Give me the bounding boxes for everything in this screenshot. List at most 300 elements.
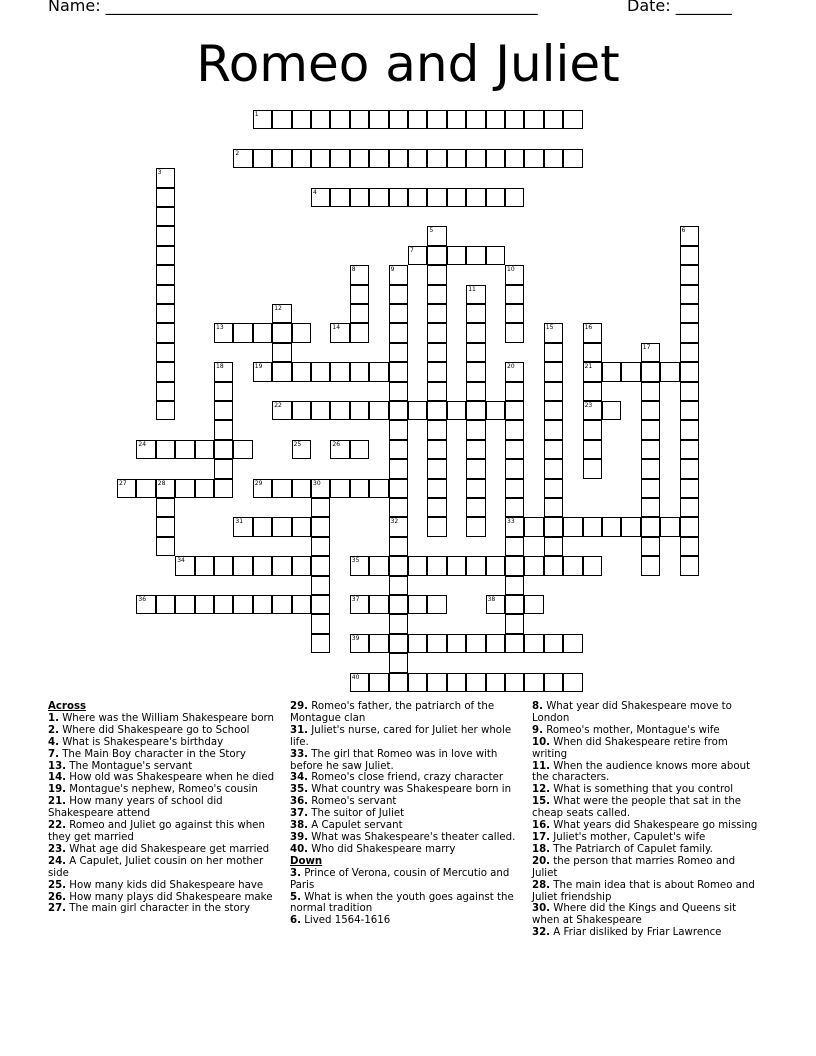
grid-cell[interactable] xyxy=(175,595,194,614)
grid-cell[interactable] xyxy=(389,673,408,692)
grid-cell[interactable] xyxy=(389,595,408,614)
grid-cell[interactable] xyxy=(156,401,175,420)
grid-cell[interactable] xyxy=(195,479,214,498)
grid-cell[interactable] xyxy=(427,634,446,653)
grid-cell[interactable] xyxy=(389,634,408,653)
clue-item: 8. What year did Shakespeare move to London xyxy=(532,701,732,724)
grid-cell[interactable] xyxy=(505,110,524,129)
grid-cell[interactable] xyxy=(233,440,252,459)
grid-cell[interactable] xyxy=(350,285,369,304)
grid-cell[interactable] xyxy=(621,362,640,381)
grid-cell[interactable] xyxy=(563,149,582,168)
grid-cell[interactable] xyxy=(583,517,602,536)
grid-cell[interactable] xyxy=(408,188,427,207)
grid-cell[interactable] xyxy=(466,401,485,420)
grid-cell[interactable] xyxy=(389,440,408,459)
grid-cell[interactable] xyxy=(544,517,563,536)
grid-cell[interactable] xyxy=(369,634,388,653)
grid-cell[interactable] xyxy=(583,343,602,362)
grid-cell[interactable] xyxy=(156,285,175,304)
grid-cell[interactable] xyxy=(466,498,485,517)
grid-cell[interactable] xyxy=(621,517,640,536)
grid-cell[interactable] xyxy=(544,634,563,653)
grid-cell[interactable] xyxy=(195,595,214,614)
grid-cell[interactable] xyxy=(505,440,524,459)
grid-cell[interactable] xyxy=(524,634,543,653)
down-heading: Down xyxy=(290,855,323,867)
grid-cell[interactable] xyxy=(369,479,388,498)
grid-cell[interactable] xyxy=(311,110,330,129)
grid-cell[interactable] xyxy=(447,246,466,265)
grid-cell[interactable] xyxy=(524,673,543,692)
grid-cell[interactable] xyxy=(427,304,446,323)
grid-cell[interactable] xyxy=(272,556,291,575)
clue-number-label: 2 xyxy=(235,149,240,157)
grid-cell[interactable] xyxy=(427,479,446,498)
grid-cell[interactable] xyxy=(466,517,485,536)
grid-cell[interactable] xyxy=(195,556,214,575)
grid-cell[interactable] xyxy=(292,323,311,342)
grid-cell[interactable] xyxy=(272,149,291,168)
grid-cell[interactable] xyxy=(311,498,330,517)
grid-cell[interactable] xyxy=(156,246,175,265)
grid-cell[interactable] xyxy=(427,323,446,342)
grid-cell[interactable] xyxy=(408,110,427,129)
grid-cell[interactable] xyxy=(214,556,233,575)
grid-cell[interactable] xyxy=(253,595,272,614)
grid-cell[interactable] xyxy=(156,343,175,362)
grid-cell[interactable] xyxy=(544,556,563,575)
grid-cell[interactable] xyxy=(544,479,563,498)
clue-item: 27. The main girl character in the story xyxy=(48,903,250,915)
grid-cell[interactable] xyxy=(369,556,388,575)
grid-cell[interactable] xyxy=(466,556,485,575)
grid-cell[interactable] xyxy=(427,556,446,575)
grid-cell[interactable] xyxy=(486,149,505,168)
grid-cell[interactable] xyxy=(253,149,272,168)
grid-cell[interactable] xyxy=(583,459,602,478)
grid-cell[interactable] xyxy=(505,673,524,692)
grid-cell[interactable] xyxy=(427,440,446,459)
grid-cell[interactable] xyxy=(408,401,427,420)
clue-item: 19. Montague's nephew, Romeo's cousin xyxy=(48,784,258,796)
grid-cell[interactable] xyxy=(505,634,524,653)
grid-cell[interactable] xyxy=(544,362,563,381)
grid-cell[interactable] xyxy=(389,401,408,420)
clue-item: 15. What were the people that sat in the cheap seats called. xyxy=(532,796,742,820)
grid-cell[interactable] xyxy=(156,517,175,536)
clue-item: 4. What is Shakespeare's birthday xyxy=(48,736,224,748)
grid-cell[interactable] xyxy=(641,517,660,536)
grid-cell[interactable] xyxy=(466,188,485,207)
grid-cell[interactable] xyxy=(350,323,369,342)
grid-cell[interactable] xyxy=(680,343,699,362)
grid-cell[interactable] xyxy=(156,207,175,226)
grid-cell[interactable] xyxy=(505,459,524,478)
grid-cell[interactable] xyxy=(272,110,291,129)
grid-cell[interactable] xyxy=(505,382,524,401)
grid-cell[interactable] xyxy=(408,634,427,653)
grid-cell[interactable] xyxy=(427,517,446,536)
grid-cell[interactable] xyxy=(680,479,699,498)
grid-cell[interactable] xyxy=(389,614,408,633)
grid-cell[interactable] xyxy=(524,595,543,614)
grid-cell[interactable] xyxy=(466,343,485,362)
clue-item: 28. The main idea that is about Romeo and Juliet friendship xyxy=(532,879,755,903)
grid-cell[interactable] xyxy=(486,110,505,129)
grid-cell[interactable] xyxy=(680,517,699,536)
grid-cell[interactable] xyxy=(330,362,349,381)
grid-cell[interactable] xyxy=(466,110,485,129)
grid-cell[interactable] xyxy=(505,498,524,517)
grid-cell[interactable] xyxy=(602,401,621,420)
grid-cell[interactable] xyxy=(292,479,311,498)
grid-cell[interactable] xyxy=(389,343,408,362)
grid-cell[interactable] xyxy=(466,634,485,653)
grid-cell[interactable] xyxy=(505,304,524,323)
grid-cell[interactable] xyxy=(466,304,485,323)
grid-cell[interactable] xyxy=(156,188,175,207)
grid-cell[interactable] xyxy=(680,323,699,342)
grid-cell[interactable] xyxy=(505,285,524,304)
grid-cell[interactable] xyxy=(389,304,408,323)
grid-cell[interactable] xyxy=(466,246,485,265)
grid-cell[interactable] xyxy=(389,285,408,304)
grid-cell[interactable] xyxy=(505,537,524,556)
grid-cell[interactable] xyxy=(680,382,699,401)
grid-cell[interactable] xyxy=(427,595,446,614)
grid-cell[interactable] xyxy=(427,673,446,692)
grid-cell[interactable] xyxy=(583,382,602,401)
grid-cell[interactable] xyxy=(350,479,369,498)
grid-cell[interactable] xyxy=(466,420,485,439)
grid-cell[interactable] xyxy=(330,479,349,498)
grid-cell[interactable] xyxy=(563,517,582,536)
grid-cell[interactable] xyxy=(292,556,311,575)
grid-cell[interactable] xyxy=(544,498,563,517)
grid-cell[interactable] xyxy=(660,517,679,536)
grid-cell[interactable] xyxy=(563,634,582,653)
grid-cell[interactable] xyxy=(214,382,233,401)
grid-cell[interactable] xyxy=(272,479,291,498)
grid-cell[interactable] xyxy=(466,149,485,168)
grid-cell[interactable] xyxy=(389,459,408,478)
grid-cell[interactable] xyxy=(311,614,330,633)
grid-cell[interactable] xyxy=(253,517,272,536)
grid-cell[interactable] xyxy=(544,343,563,362)
grid-cell[interactable] xyxy=(505,479,524,498)
grid-cell[interactable] xyxy=(136,479,155,498)
grid-cell[interactable] xyxy=(427,498,446,517)
grid-cell[interactable] xyxy=(583,556,602,575)
grid-cell[interactable] xyxy=(156,595,175,614)
grid-cell[interactable] xyxy=(427,149,446,168)
grid-cell[interactable] xyxy=(389,149,408,168)
grid-cell[interactable] xyxy=(214,595,233,614)
grid-cell[interactable] xyxy=(680,556,699,575)
grid-cell[interactable] xyxy=(544,459,563,478)
grid-cell[interactable] xyxy=(330,401,349,420)
grid-cell[interactable] xyxy=(427,265,446,284)
grid-cell[interactable] xyxy=(427,401,446,420)
grid-cell[interactable] xyxy=(156,323,175,342)
grid-cell[interactable] xyxy=(641,401,660,420)
grid-cell[interactable] xyxy=(272,595,291,614)
grid-cell[interactable] xyxy=(680,440,699,459)
grid-cell[interactable] xyxy=(214,420,233,439)
grid-cell[interactable] xyxy=(486,634,505,653)
grid-cell[interactable] xyxy=(408,556,427,575)
grid-cell[interactable] xyxy=(389,653,408,672)
grid-cell[interactable] xyxy=(447,188,466,207)
grid-cell[interactable] xyxy=(350,362,369,381)
grid-cell[interactable] xyxy=(233,595,252,614)
grid-cell[interactable] xyxy=(641,556,660,575)
grid-cell[interactable] xyxy=(427,420,446,439)
grid-cell[interactable] xyxy=(156,498,175,517)
grid-cell[interactable] xyxy=(505,420,524,439)
grid-cell[interactable] xyxy=(505,614,524,633)
grid-cell[interactable] xyxy=(505,401,524,420)
grid-cell[interactable] xyxy=(680,304,699,323)
clue-number-label: 39 xyxy=(351,634,360,642)
grid-cell[interactable] xyxy=(330,188,349,207)
grid-cell[interactable] xyxy=(330,149,349,168)
grid-cell[interactable] xyxy=(680,401,699,420)
grid-cell[interactable] xyxy=(214,440,233,459)
grid-cell[interactable] xyxy=(350,188,369,207)
grid-cell[interactable] xyxy=(292,517,311,536)
grid-cell[interactable] xyxy=(486,556,505,575)
grid-cell[interactable] xyxy=(427,110,446,129)
clue-item: 23. What age did Shakespeare get married xyxy=(48,843,270,855)
grid-cell[interactable] xyxy=(350,401,369,420)
grid-cell[interactable] xyxy=(214,479,233,498)
grid-cell[interactable] xyxy=(680,420,699,439)
grid-cell[interactable] xyxy=(311,401,330,420)
grid-cell[interactable] xyxy=(466,479,485,498)
grid-cell[interactable] xyxy=(408,149,427,168)
grid-cell[interactable] xyxy=(292,401,311,420)
grid-cell[interactable] xyxy=(544,382,563,401)
grid-cell[interactable] xyxy=(389,110,408,129)
grid-cell[interactable] xyxy=(427,285,446,304)
grid-cell[interactable] xyxy=(156,226,175,245)
grid-cell[interactable] xyxy=(369,149,388,168)
grid-cell[interactable] xyxy=(641,498,660,517)
grid-cell[interactable] xyxy=(641,420,660,439)
grid-cell[interactable] xyxy=(641,382,660,401)
grid-cell[interactable] xyxy=(505,149,524,168)
grid-cell[interactable] xyxy=(466,382,485,401)
grid-cell[interactable] xyxy=(447,110,466,129)
grid-cell[interactable] xyxy=(447,634,466,653)
grid-cell[interactable] xyxy=(156,362,175,381)
grid-cell[interactable] xyxy=(389,498,408,517)
grid-cell[interactable] xyxy=(505,556,524,575)
grid-cell[interactable] xyxy=(156,304,175,323)
grid-cell[interactable] xyxy=(389,382,408,401)
grid-cell[interactable] xyxy=(214,401,233,420)
grid-cell[interactable] xyxy=(602,362,621,381)
grid-cell[interactable] xyxy=(524,517,543,536)
grid-cell[interactable] xyxy=(486,673,505,692)
grid-cell[interactable] xyxy=(544,149,563,168)
grid-cell[interactable] xyxy=(369,188,388,207)
grid-cell[interactable] xyxy=(175,479,194,498)
grid-cell[interactable] xyxy=(311,537,330,556)
grid-cell[interactable] xyxy=(583,440,602,459)
grid-cell[interactable] xyxy=(233,556,252,575)
grid-cell[interactable] xyxy=(466,440,485,459)
grid-cell[interactable] xyxy=(660,362,679,381)
grid-cell[interactable] xyxy=(272,517,291,536)
grid-cell[interactable] xyxy=(253,323,272,342)
grid-cell[interactable] xyxy=(544,420,563,439)
clue-number-label: 40 xyxy=(351,673,360,681)
grid-cell[interactable] xyxy=(524,149,543,168)
grid-cell[interactable] xyxy=(447,673,466,692)
clue-item: 36. Romeo's servant xyxy=(290,796,397,808)
grid-cell[interactable] xyxy=(330,110,349,129)
grid-cell[interactable] xyxy=(505,576,524,595)
grid-cell[interactable] xyxy=(156,382,175,401)
across-heading: Across xyxy=(48,701,87,712)
grid-cell[interactable] xyxy=(350,440,369,459)
grid-cell[interactable] xyxy=(486,188,505,207)
grid-cell[interactable] xyxy=(292,595,311,614)
grid-cell[interactable] xyxy=(680,498,699,517)
grid-cell[interactable] xyxy=(544,673,563,692)
grid-cell[interactable] xyxy=(544,440,563,459)
grid-cell[interactable] xyxy=(311,149,330,168)
grid-cell[interactable] xyxy=(272,362,291,381)
grid-cell[interactable] xyxy=(156,440,175,459)
grid-cell[interactable] xyxy=(524,556,543,575)
grid-cell[interactable] xyxy=(272,323,291,342)
grid-cell[interactable] xyxy=(369,401,388,420)
grid-cell[interactable] xyxy=(175,440,194,459)
grid-cell[interactable] xyxy=(427,382,446,401)
grid-cell[interactable] xyxy=(233,323,252,342)
clue-number-label: 16 xyxy=(584,324,593,332)
grid-cell[interactable] xyxy=(641,459,660,478)
clue-item: 33. The girl that Romeo was in love with before he saw Juliet. xyxy=(290,748,498,772)
grid-cell[interactable] xyxy=(389,362,408,381)
grid-cell[interactable] xyxy=(389,420,408,439)
grid-cell[interactable] xyxy=(680,285,699,304)
grid-cell[interactable] xyxy=(641,479,660,498)
grid-cell[interactable] xyxy=(253,556,272,575)
clue-number-label: 4 xyxy=(313,188,317,196)
grid-cell[interactable] xyxy=(389,576,408,595)
grid-cell[interactable] xyxy=(680,537,699,556)
grid-cell[interactable] xyxy=(350,110,369,129)
grid-cell[interactable] xyxy=(292,362,311,381)
grid-cell[interactable] xyxy=(369,673,388,692)
date-field[interactable]: Date: _______ xyxy=(627,0,732,15)
grid-cell[interactable] xyxy=(292,149,311,168)
grid-cell[interactable] xyxy=(505,188,524,207)
grid-cell[interactable] xyxy=(524,110,543,129)
grid-cell[interactable] xyxy=(680,362,699,381)
grid-cell[interactable] xyxy=(292,110,311,129)
grid-cell[interactable] xyxy=(680,265,699,284)
grid-cell[interactable] xyxy=(311,576,330,595)
grid-cell[interactable] xyxy=(311,634,330,653)
grid-cell[interactable] xyxy=(680,246,699,265)
grid-cell[interactable] xyxy=(486,246,505,265)
grid-cell[interactable] xyxy=(427,246,446,265)
grid-cell[interactable] xyxy=(563,673,582,692)
grid-cell[interactable] xyxy=(389,537,408,556)
grid-cell[interactable] xyxy=(427,343,446,362)
clue-number-label: 22 xyxy=(274,402,282,409)
grid-cell[interactable] xyxy=(369,595,388,614)
grid-cell[interactable] xyxy=(427,459,446,478)
clue-number-label: 21 xyxy=(584,363,593,371)
grid-cell[interactable] xyxy=(505,323,524,342)
grid-cell[interactable] xyxy=(602,517,621,536)
grid-cell[interactable] xyxy=(389,188,408,207)
grid-cell[interactable] xyxy=(156,265,175,284)
grid-cell[interactable] xyxy=(350,304,369,323)
grid-cell[interactable] xyxy=(427,188,446,207)
grid-cell[interactable] xyxy=(563,110,582,129)
grid-cell[interactable] xyxy=(641,537,660,556)
grid-cell[interactable] xyxy=(563,556,582,575)
clue-item: 21. How many years of school did Shakespeare attend xyxy=(48,796,223,820)
name-field[interactable]: Name: ______________________________________________________ xyxy=(48,0,538,15)
grid-cell[interactable] xyxy=(466,459,485,478)
grid-cell[interactable] xyxy=(466,673,485,692)
grid-cell[interactable] xyxy=(427,362,446,381)
grid-cell[interactable] xyxy=(389,479,408,498)
grid-cell[interactable] xyxy=(311,556,330,575)
grid-cell[interactable] xyxy=(544,110,563,129)
grid-cell[interactable] xyxy=(447,149,466,168)
grid-cell[interactable] xyxy=(505,595,524,614)
grid-cell[interactable] xyxy=(486,401,505,420)
grid-cell[interactable] xyxy=(466,362,485,381)
grid-cell[interactable] xyxy=(195,440,214,459)
grid-cell[interactable] xyxy=(389,323,408,342)
clue-number-label: 37 xyxy=(351,596,360,603)
grid-cell[interactable] xyxy=(156,537,175,556)
grid-cell[interactable] xyxy=(408,673,427,692)
grid-cell[interactable] xyxy=(447,556,466,575)
grid-cell[interactable] xyxy=(466,323,485,342)
grid-cell[interactable] xyxy=(369,110,388,129)
grid-cell[interactable] xyxy=(272,343,291,362)
grid-cell[interactable] xyxy=(408,595,427,614)
grid-cell[interactable] xyxy=(214,459,233,478)
grid-cell[interactable] xyxy=(641,440,660,459)
grid-cell[interactable] xyxy=(544,401,563,420)
clue-number-label: 25 xyxy=(293,440,302,448)
grid-cell[interactable] xyxy=(389,556,408,575)
grid-cell[interactable] xyxy=(583,420,602,439)
grid-cell[interactable] xyxy=(311,362,330,381)
grid-cell[interactable] xyxy=(447,401,466,420)
grid-cell[interactable] xyxy=(680,459,699,478)
grid-cell[interactable] xyxy=(369,362,388,381)
grid-cell[interactable] xyxy=(311,595,330,614)
grid-cell[interactable] xyxy=(641,362,660,381)
grid-cell[interactable] xyxy=(350,149,369,168)
grid-cell[interactable] xyxy=(544,537,563,556)
grid-cell[interactable] xyxy=(311,517,330,536)
